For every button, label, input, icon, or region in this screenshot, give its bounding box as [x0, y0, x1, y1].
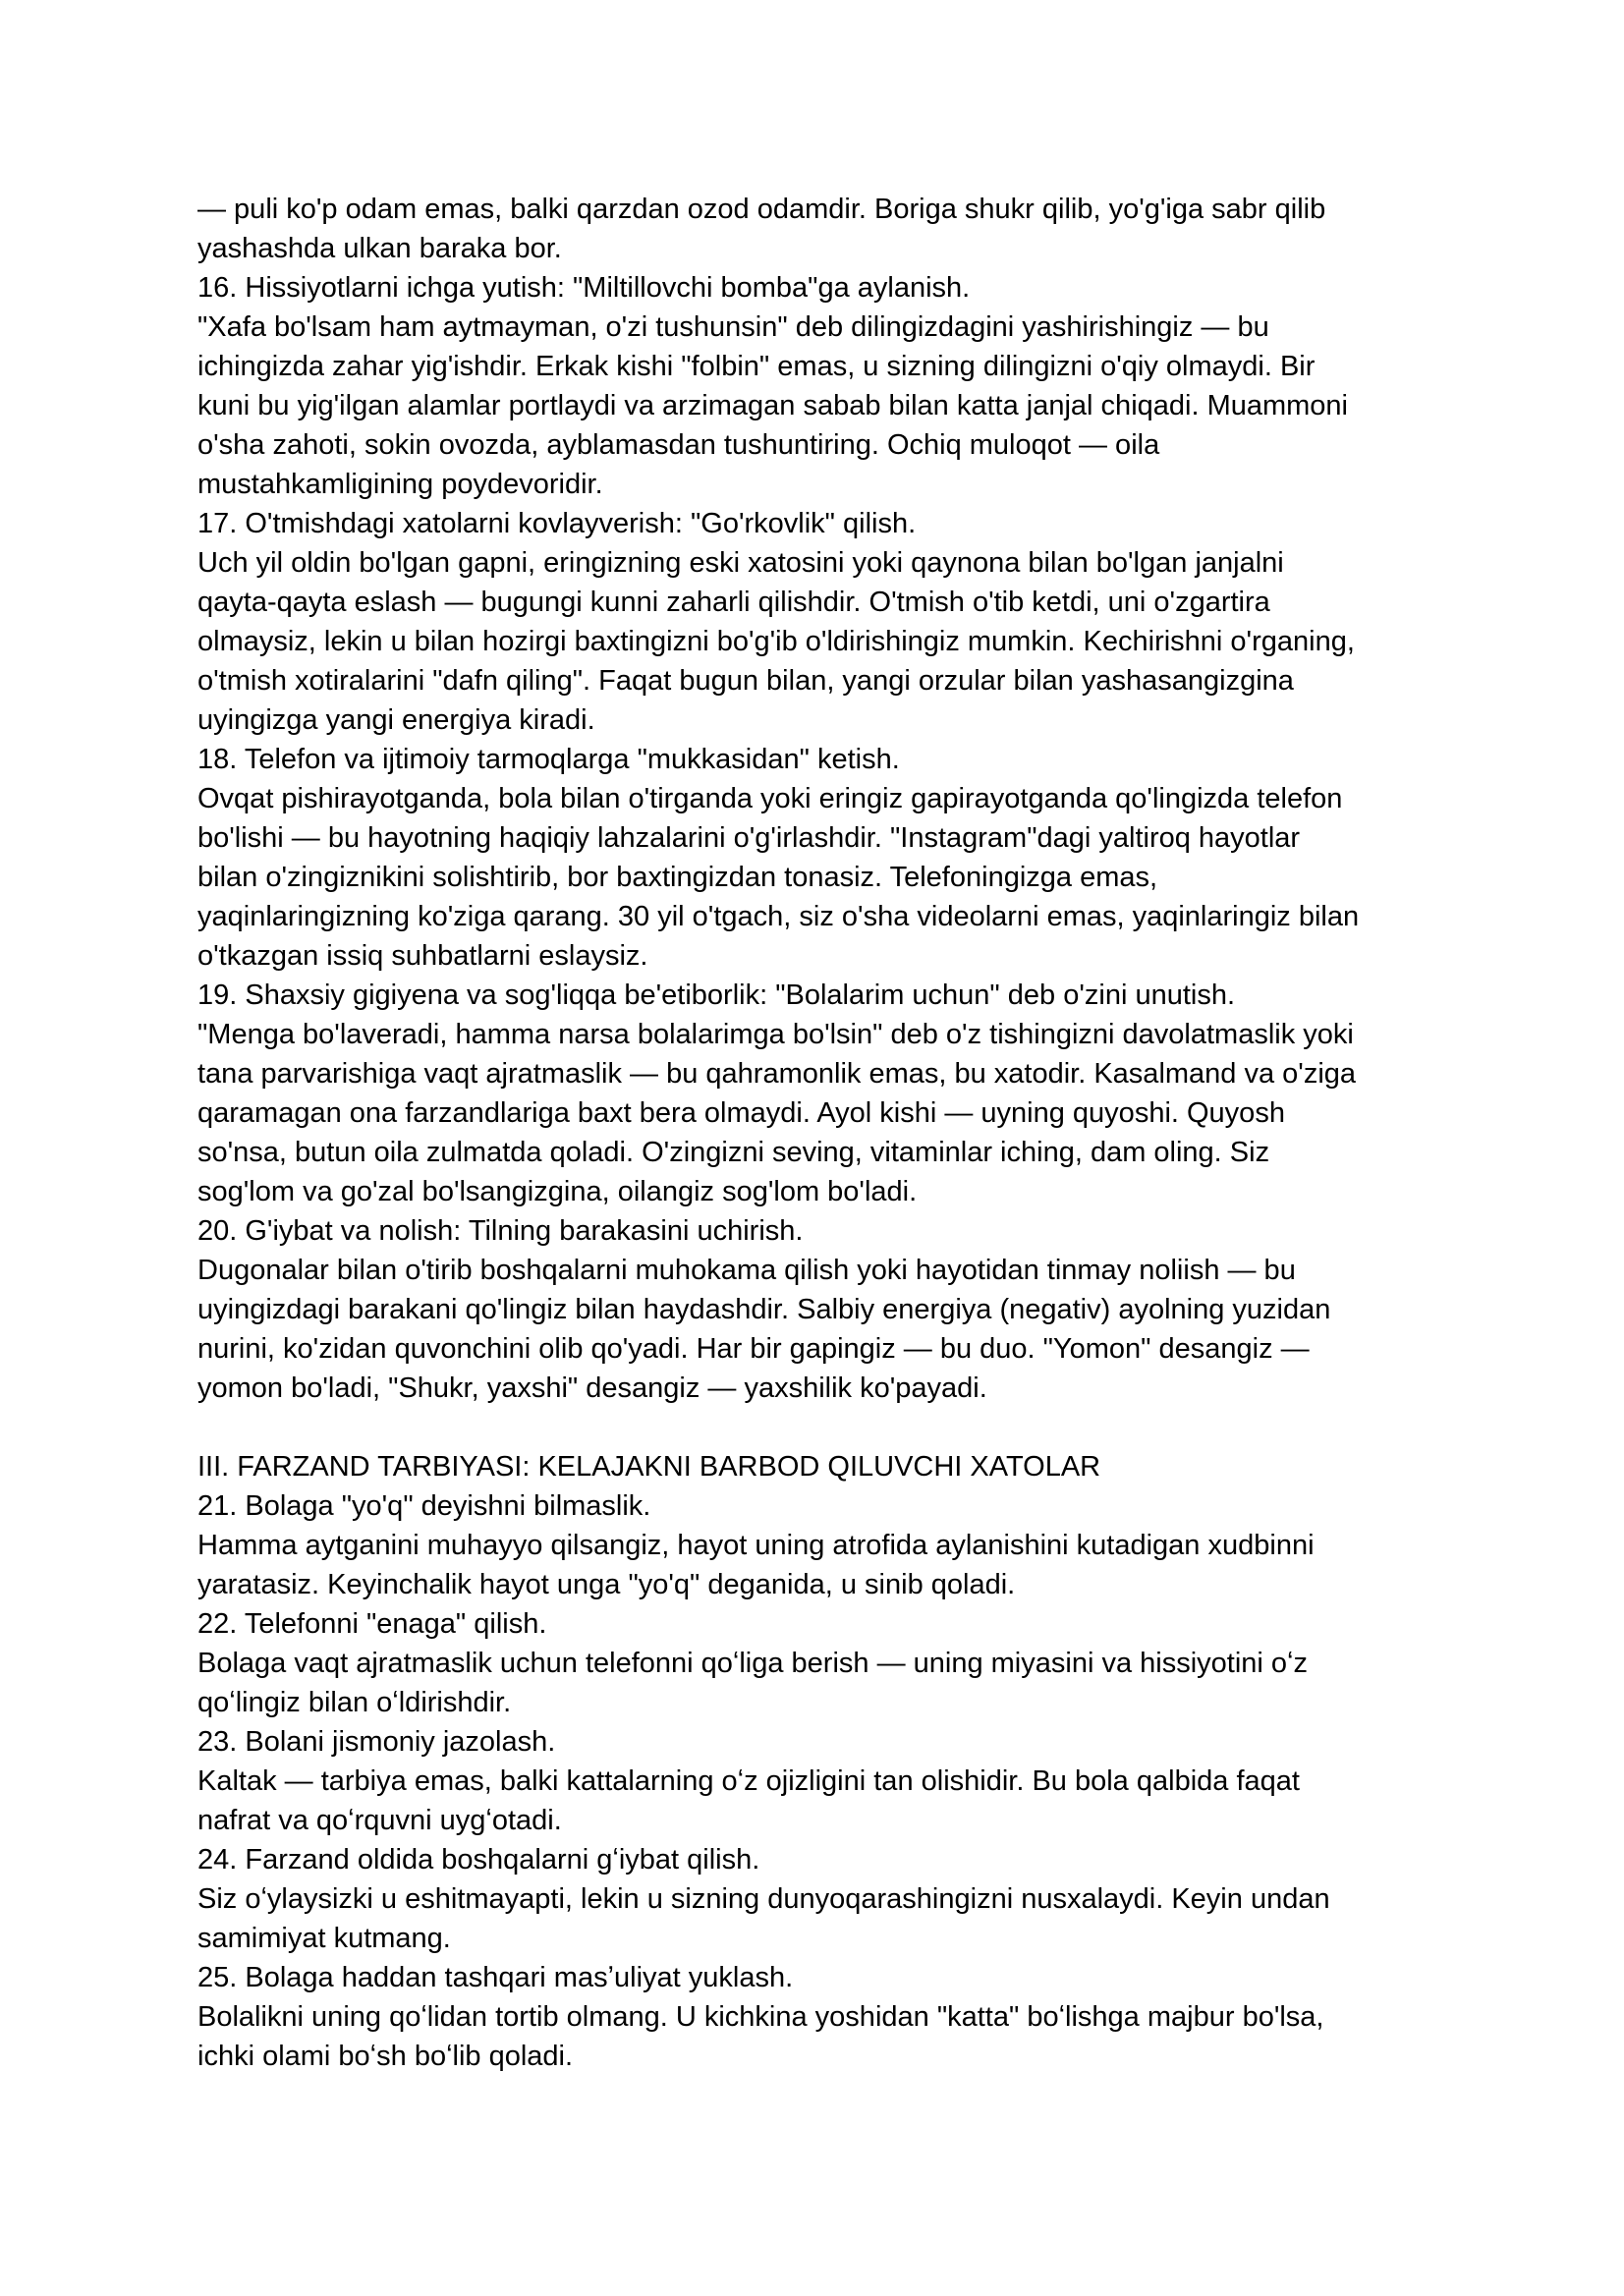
text-line-45: samimiyat kutmang.: [197, 1923, 451, 1954]
text-line-6: kuni bu yig'ilgan alamlar portlaydi va arzimagan sabab bilan katta janjal chiqadi. Muammoni: [197, 390, 1349, 421]
text-line-46: 25. Bolaga haddan tashqari masʼuliyat yuklash.: [197, 1962, 794, 1993]
text-line-30: nurini, ko'zidan quvonchini olib qo'yadi. Har bir gapingiz — bu duo. "Yomon" desangiz —: [197, 1333, 1310, 1365]
text-line-39: qoʻlingiz bilan oʻldirishdir.: [197, 1687, 512, 1718]
text-line-8: mustahkamligining poydevoridir.: [197, 469, 603, 500]
text-line-12: olmaysiz, lekin u bilan hozirgi baxtingizni bo'g'ib o'ldirishingiz mumkin. Kechirishni o'rganing,: [197, 626, 1355, 657]
text-line-21: 19. Shaxsiy gigiyena va sog'liqqa be'etiborlik: "Bolalarim uchun" deb o'zini unutish.: [197, 980, 1236, 1011]
text-line-22: "Menga bo'laveradi, hamma narsa bolalarimga bo'lsin" deb o'z tishingizni davolatmaslik yoki: [197, 1019, 1354, 1050]
text-line-41: Kaltak — tarbiya emas, balki kattalarning oʻz ojizligini tan olishidir. Bu bola qalbida faqat: [197, 1765, 1300, 1797]
text-line-18: bilan o'zingiznikini solishtirib, bor baxtingizdan tonasiz. Telefoningizga emas,: [197, 862, 1158, 893]
text-line-28: Dugonalar bilan o'tirib boshqalarni muhokama qilish yoki hayotidan tinmay noliish — bu: [197, 1255, 1296, 1286]
text-line-32: [197, 1408, 1506, 1447]
text-line-7: o'sha zahoti, sokin ovozda, ayblamasdan tushuntiring. Ochiq muloqot — oila: [197, 429, 1160, 461]
text-line-15: 18. Telefon va ijtimoiy tarmoqlarga "mukkasidan" ketish.: [197, 744, 900, 775]
text-line-2: yashashda ulkan baraka bor.: [197, 233, 562, 264]
text-line-35: Hamma aytganini muhayyo qilsangiz, hayot uning atrofida aylanishini kutadigan xudbinni: [197, 1530, 1315, 1561]
text-line-9: 17. O'tmishdagi xatolarni kovlayverish: "Go'rkovlik" qilish.: [197, 508, 917, 539]
text-line-36: yaratasiz. Keyinchalik hayot unga "yo'q" deganida, u sinib qoladi.: [197, 1569, 1016, 1600]
text-line-47: Bolalikni uning qoʻlidan tortib olmang. U kichkina yoshidan "katta" boʻlishga majbur bo'lsa,: [197, 2001, 1324, 2033]
text-line-26: sog'lom va go'zal bo'lsangizgina, oilangiz sog'lom bo'ladi.: [197, 1176, 918, 1207]
text-line-44: Siz oʻylaysizki u eshitmayapti, lekin u sizning dunyoqarashingizni nusxalaydi. Keyin undan: [197, 1883, 1330, 1915]
text-line-33: III. FARZAND TARBIYASI: KELAJAKNI BARBOD QILUVCHI XATOLAR: [197, 1451, 1101, 1483]
text-line-48: ichki olami boʻsh boʻlib qoladi.: [197, 2041, 574, 2072]
text-line-13: o'tmish xotiralarini "dafn qiling". Faqat bugun bilan, yangi orzular bilan yashasangizgina: [197, 665, 1294, 697]
text-line-20: o'tkazgan issiq suhbatlarni eslaysiz.: [197, 940, 648, 972]
text-line-19: yaqinlaringizning ko'ziga qarang. 30 yil o'tgach, siz o'sha videolarni emas, yaqinlaringiz bilan: [197, 901, 1360, 932]
text-line-27: 20. G'iybat va nolish: Tilning barakasini uchirish.: [197, 1215, 804, 1247]
text-line-17: bo'lishi — bu hayotning haqiqiy lahzalarini o'g'irlashdir. "Instagram"dagi yaltiroq hayotlar: [197, 822, 1301, 854]
text-line-42: nafrat va qoʻrquvni uygʻotadi.: [197, 1805, 562, 1836]
text-line-1: — puli ko'p odam emas, balki qarzdan ozod odamdir. Boriga shukr qilib, yo'g'iga sabr qilib: [197, 194, 1326, 225]
text-line-3: 16. Hissiyotlarni ichga yutish: "Miltillovchi bomba"ga aylanish.: [197, 272, 971, 304]
text-line-23: tana parvarishiga vaqt ajratmaslik — bu qahramonlik emas, bu xatodir. Kasalmand va o'ziga: [197, 1058, 1357, 1090]
text-line-11: qayta-qayta eslash — bugungi kunni zaharli qilishdir. O'tmish o'tib ketdi, uni o'zgartira: [197, 587, 1270, 618]
text-line-37: 22. Telefonni "enaga" qilish.: [197, 1608, 547, 1640]
text-line-38: Bolaga vaqt ajratmaslik uchun telefonni qoʻliga berish — uning miyasini va hissiyotini oʻz: [197, 1648, 1308, 1679]
text-line-24: qaramagan ona farzandlariga baxt bera olmaydi. Ayol kishi — uyning quyoshi. Quyosh: [197, 1097, 1285, 1129]
text-line-16: Ovqat pishirayotganda, bola bilan o'tirganda yoki eringiz gapirayotganda qo'lingizda telefon: [197, 783, 1343, 814]
text-line-10: Uch yil oldin bo'lgan gapni, eringizning eski xatosini yoki qaynona bilan bo'lgan janjalni: [197, 547, 1284, 579]
text-line-4: "Xafa bo'lsam ham aytmayman, o'zi tushunsin" deb dilingizdagini yashirishingiz — bu: [197, 311, 1269, 343]
text-block: [197, 190, 1506, 2076]
text-line-25: so'nsa, butun oila zulmatda qoladi. O'zingizni seving, vitaminlar iching, dam oling. Siz: [197, 1137, 1270, 1168]
text-line-14: uyingizga yangi energiya kiradi.: [197, 704, 595, 736]
text-line-31: yomon bo'ladi, "Shukr, yaxshi" desangiz — yaxshilik ko'payadi.: [197, 1372, 987, 1404]
text-line-5: ichingizda zahar yig'ishdir. Erkak kishi "folbin" emas, u sizning dilingizni o'qiy olmaydi. Bir: [197, 351, 1316, 382]
text-line-34: 21. Bolaga "yo'q" deyishni bilmaslik.: [197, 1490, 651, 1522]
text-line-43: 24. Farzand oldida boshqalarni gʻiybat qilish.: [197, 1844, 760, 1876]
text-line-40: 23. Bolani jismoniy jazolash.: [197, 1726, 556, 1758]
text-line-29: uyingizdagi barakani qo'lingiz bilan haydashdir. Salbiy energiya (negativ) ayolning yuzidan: [197, 1294, 1331, 1325]
